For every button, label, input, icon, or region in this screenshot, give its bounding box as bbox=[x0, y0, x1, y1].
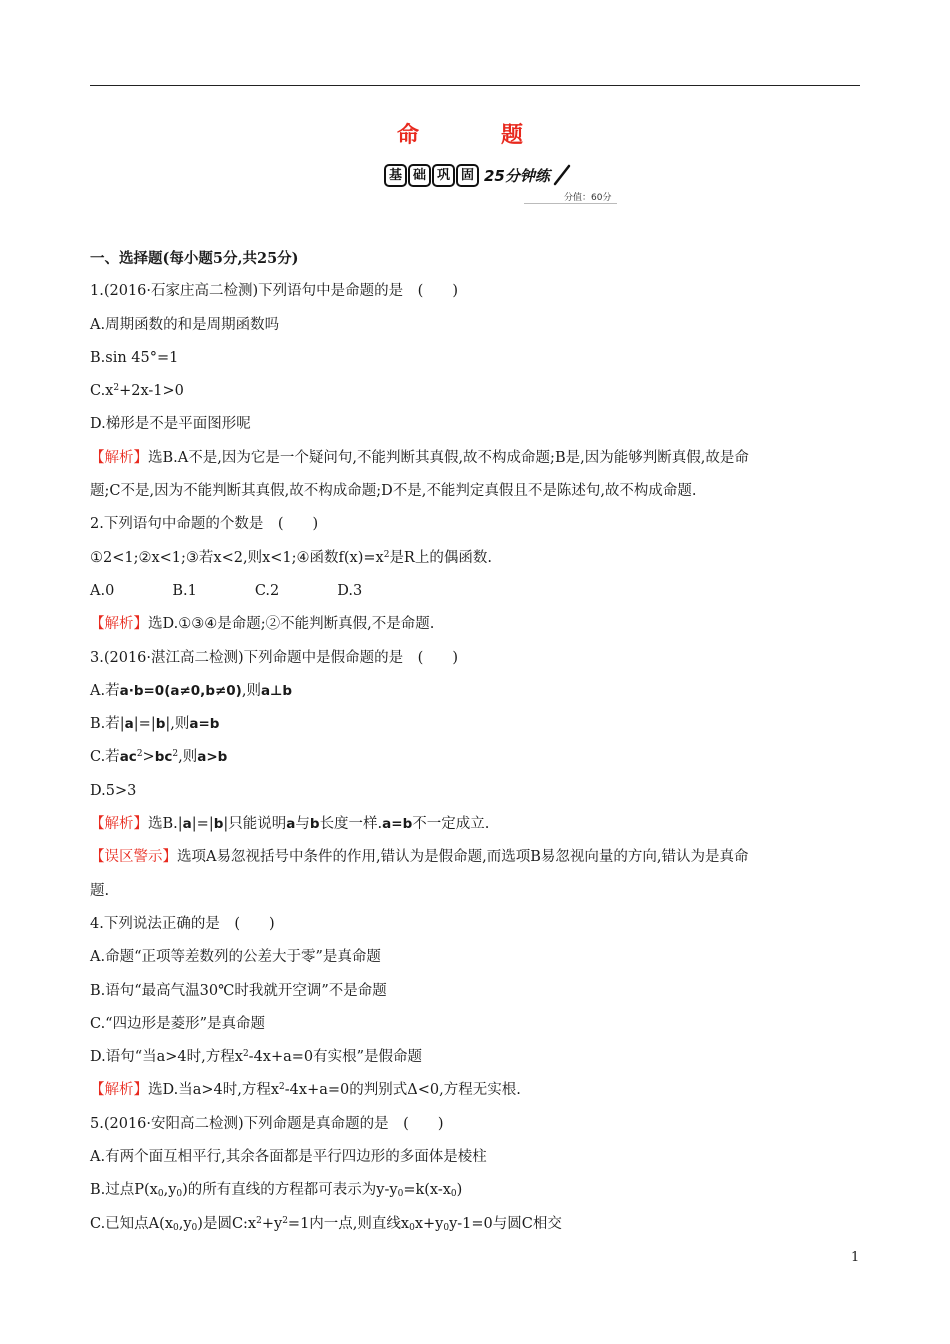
option-b: B.若|a|=|b|,则a=b bbox=[90, 716, 220, 733]
question-stem: 4.下列说法正确的是 ( ) bbox=[90, 915, 275, 932]
option-a: A.有两个面互相平行,其余各面都是平行四边形的多面体是棱柱 bbox=[90, 1149, 487, 1166]
option-c: C.“四边形是菱形”是真命题 bbox=[90, 1015, 266, 1032]
section-title: 一、选择题(每小题5分,共25分) bbox=[90, 250, 299, 267]
option-b: B.过点$P(x_0,y_0)$的所有直线的方程都可表示为$y-y_0=k(x-x_0)$ bbox=[90, 1182, 463, 1200]
score-label: 分值：60分 bbox=[524, 190, 617, 204]
badge-char: 基 bbox=[384, 164, 407, 187]
question-stem: 2.下列语句中命题的个数是 ( ) bbox=[90, 516, 319, 533]
option-d: D.梯形是不是平面图形呢 bbox=[90, 416, 251, 433]
analysis-tag: 【解析】 bbox=[90, 616, 148, 633]
analysis-tag: 【解析】 bbox=[90, 449, 148, 466]
option-d: D.语句“当a>4时,方程$x^2-4x+a=0$有实根”是假命题 bbox=[90, 1049, 423, 1066]
badge-char: 巩 bbox=[432, 164, 455, 187]
statement-list: ①2<1;②x<1;③若x<2,则x<1;④函数$f(x)=x^2$是R上的偶函数. bbox=[90, 549, 492, 566]
badge-char: 固 bbox=[456, 164, 479, 187]
question-stem: 1.(2016·石家庄高二检测)下列语句中是命题的是 ( ) bbox=[90, 283, 458, 300]
option-a: A.周期函数的和是周期函数吗 bbox=[90, 316, 280, 333]
option-c: C.若$ac^2>bc^2$,则a>b bbox=[90, 749, 228, 766]
option-d: D.5>3 bbox=[90, 782, 137, 799]
page-number: 1 bbox=[851, 1250, 860, 1265]
warning-tag: 【误区警示】 bbox=[90, 849, 177, 866]
badge-char: 础 bbox=[408, 164, 431, 187]
option-b: B.sin 45°=1 bbox=[90, 349, 179, 366]
pen-stroke-icon bbox=[553, 164, 571, 186]
question-stem: 3.(2016·湛江高二检测)下列命题中是假命题的是 ( ) bbox=[90, 649, 458, 666]
header-rule bbox=[90, 85, 860, 86]
analysis-tag: 【解析】 bbox=[90, 816, 148, 833]
analysis-tag: 【解析】 bbox=[90, 1082, 148, 1099]
analysis: 【解析】选B.A不是,因为它是一个疑问句,不能判断其真假,故不构成命题;B是,因为能够判断真假,故是命 bbox=[90, 449, 749, 466]
option-c: C.已知点$A(x_0,y_0)$是圆$C:x^2+y^2=1$内一点,则直线$x_0x+y_0y-1=0$与圆C相交 bbox=[90, 1215, 562, 1233]
option-row: A.0 B.1 C.2 D.3 bbox=[90, 582, 363, 599]
page-title: 命 题 bbox=[396, 123, 553, 148]
analysis-cont: 题;C不是,因为不能判断其真假,故不构成命题;D不是,不能判定真假且不是陈述句,故不构成命题. bbox=[90, 483, 697, 500]
option-c: $C.x^2+2x-1>0$ bbox=[90, 383, 184, 400]
question-stem: 5.(2016·安阳高二检测)下列命题是真命题的是 ( ) bbox=[90, 1115, 444, 1132]
analysis: 【解析】选D.当a>4时,方程$x^2-4x+a=0$的判别式Δ<0,方程无实根. bbox=[90, 1082, 521, 1099]
question-list bbox=[90, 242, 865, 1241]
warning-note: 【误区警示】选项A易忽视括号中条件的作用,错认为是假命题,而选项B易忽视向量的方向,错认为是真命 bbox=[90, 849, 749, 866]
analysis: 【解析】选D.①③④是命题;②不能判断真假,不是命题. bbox=[90, 616, 435, 633]
warning-note-cont: 题. bbox=[90, 882, 110, 899]
option-a: A.命题“正项等差数列的公差大于零”是真命题 bbox=[90, 949, 381, 966]
section-badge bbox=[384, 162, 571, 188]
option-a: A.若a·b=0(a≠0,b≠0),则a⊥b bbox=[90, 682, 293, 699]
option-b: B.语句“最高气温30℃时我就开空调”不是命题 bbox=[90, 982, 387, 999]
analysis: 【解析】选B.|a|=|b|只能说明a与b长度一样.a=b不一定成立. bbox=[90, 816, 490, 833]
badge-time: 25分钟练 bbox=[484, 166, 550, 185]
